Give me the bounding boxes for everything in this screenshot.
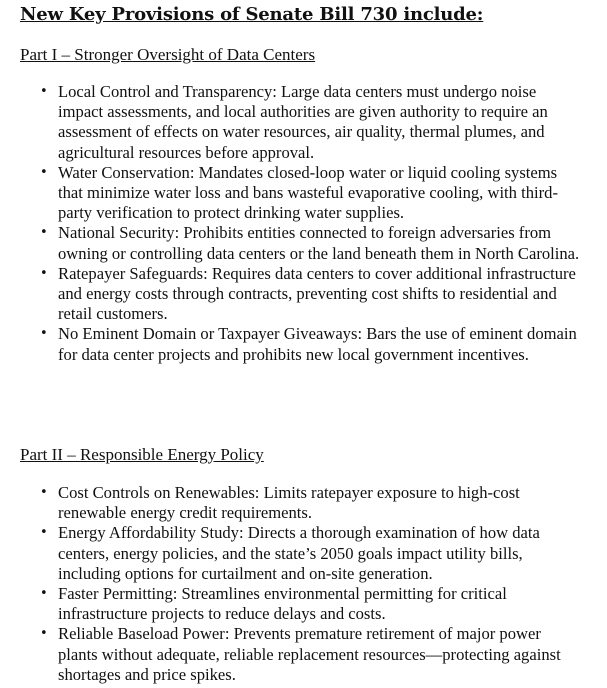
section-heading-part-1: Part I – Stronger Oversight of Data Centers <box>20 45 316 64</box>
provision-text: Local Control and Transparency: Large data centers must undergo noise impact assessments, and local authorities are given authority to require an assessment of effects on water resources, air quality, thermal plumes, and agricultural resources before approval. <box>58 82 548 162</box>
provision-cost-controls <box>0 483 590 523</box>
provision-text: Reliable Baseload Power: Prevents premature retirement of major power plants without adequate, reliable replacement resources—protecting against shortages and price spikes. <box>58 624 561 684</box>
provision-text: National Security: Prohibits entities connected to foreign adversaries from owning or controlling data centers or the land beneath them in North Carolina. <box>58 223 580 263</box>
provision-faster-permitting <box>0 584 590 624</box>
bullet-icon: • <box>40 525 48 541</box>
provision-water-conservation <box>0 163 590 224</box>
provision-text: Energy Affordability Study: Directs a thorough examination of how data centers, energy policies, and the state’s 2050 goals impact utility bills, including options for curtailment and on-site generation. <box>58 523 540 583</box>
provision-text: No Eminent Domain or Taxpayer Giveaways: Bars the use of eminent domain for data center projects and prohibits new local government incentives. <box>58 324 577 364</box>
bullet-icon: • <box>40 164 48 180</box>
bullet-icon: • <box>40 586 48 602</box>
provision-local-control <box>0 82 590 163</box>
document-title: New Key Provisions of Senate Bill 730 include: <box>20 4 484 25</box>
provision-text: Cost Controls on Renewables: Limits ratepayer exposure to high-cost renewable energy credit requirements. <box>58 483 520 523</box>
bullet-icon: • <box>40 225 48 241</box>
provision-text: Water Conservation: Mandates closed-loop water or liquid cooling systems that minimize water loss and bans wasteful evaporative cooling, with third-party verification to protect drinking water supplies. <box>58 162 558 223</box>
provision-text: Ratepayer Safeguards: Requires data centers to cover additional infrastructure and energy costs through contracts, preventing cost shifts to residential and retail customers. <box>58 263 576 324</box>
provision-text: Faster Permitting: Streamlines environmental permitting for critical infrastructure projects to reduce delays and costs. <box>58 584 507 624</box>
provision-list-part-1 <box>0 82 590 365</box>
provision-no-eminent-domain <box>0 324 590 364</box>
bullet-icon: • <box>40 265 48 281</box>
section-heading-part-2: Part II – Responsible Energy Policy <box>20 445 264 464</box>
provision-list-part-2 <box>0 483 590 685</box>
bullet-icon: • <box>40 326 48 342</box>
bullet-icon: • <box>40 84 48 99</box>
bullet-icon: • <box>40 485 48 500</box>
bullet-icon: • <box>40 626 48 642</box>
provision-affordability-study <box>0 523 590 584</box>
provision-baseload-power <box>0 624 590 685</box>
provision-ratepayer-safeguards <box>0 264 590 325</box>
provision-national-security <box>0 223 590 263</box>
